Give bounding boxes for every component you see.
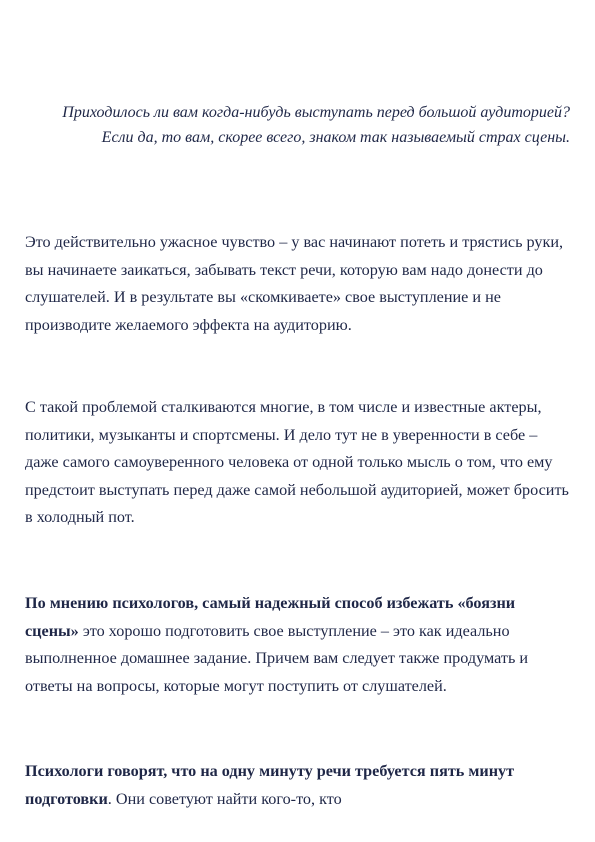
paragraph-who-faces-problem: С такой проблемой сталкиваются многие, в том числе и известные актеры, политики, музыканты и спортсмены. И дело тут не в уверенности в себе – даже самого самоуверенного человека от одной только мысль о том, что ему предстоит выступать перед даже самой небольшой аудиторией, может бросить в холодный пот. [25,398,569,526]
paragraph-stage-fright-feeling: Это действительно ужасное чувство – у вас начинают потеть и трястись руки, вы начинаете заикаться, забывать текст речи, которую вам надо донести до слушателей. И в результате вы «скомкиваете» свое выступление и не производите желаемого эффекта на аудиторию. [25,233,564,334]
bold-preparation-text: Психологи говорят, что на одну минуту речи требуется пять минут подготовки [25,762,515,808]
intro-paragraph: Приходилось ли вам когда-нибудь выступать перед большой аудиторией? Если да, то вам, скорее всего, знаком так называемый страх сцены. [62,104,570,146]
bold-advice-text: По мнению психологов, самый надежный способ избежать «боязни сцены» [25,594,516,640]
paragraph-preparation-ratio [25,758,571,813]
preparation-continuation-text: . Они советуют найти кого-то, кто [107,789,342,808]
paragraph-psychologists-advice [25,590,571,700]
advice-continuation-text: это хорошо подготовить свое выступление – это как идеально выполненное домашнее задание. Причем вам следует также продумать и ответы на вопросы, которые могут поступить от слушателей. [25,621,529,695]
